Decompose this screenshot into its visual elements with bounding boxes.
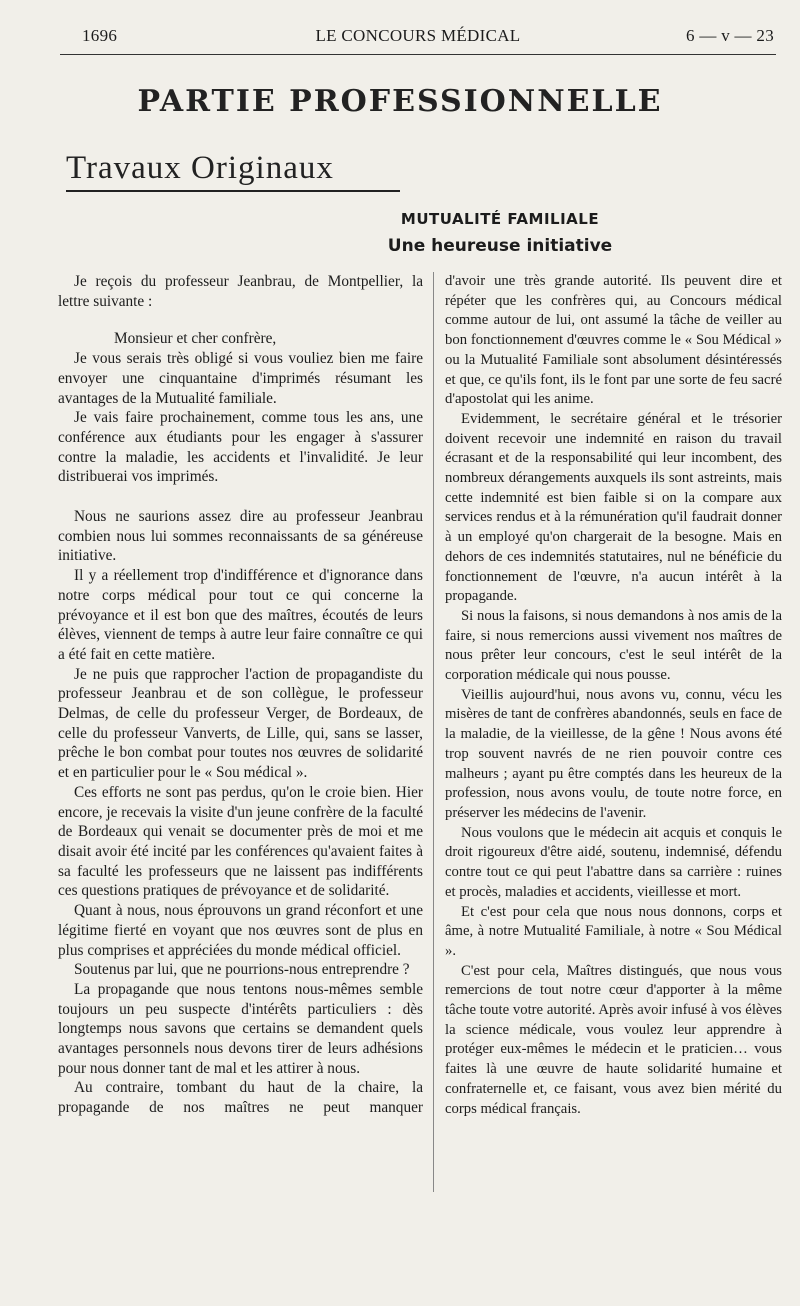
- paragraph: Je ne puis que rapprocher l'action de propagandiste du professeur Jeanbrau et de son collègue, le professeur Delmas, de celle du professeur Verger, de Bordeaux, de celle du professeur Vanverts, de Lille, qui, sans se lasser, prêche le bon combat pour toutes nos œuvres de solidarité et en particulier pour le « Sou médical ».: [58, 665, 423, 782]
- paragraph: Je vous serais très obligé si vous vouliez bien me faire envoyer une cinquantaine d'imprimés résumant les avantages de la Mutualité familiale.: [58, 350, 423, 407]
- running-header: [60, 26, 776, 50]
- paragraph: Je vais faire prochainement, comme tous les ans, une conférence aux étudiants pour les engager à s'assurer contre la maladie, les accidents et l'invalidité. Je leur distribuerai vos imprimés.: [58, 409, 423, 486]
- page-number: 1696: [82, 26, 118, 45]
- paragraph: Au contraire, tombant du haut de la chaire, la propagande de nos maîtres ne peut manquer: [58, 1079, 423, 1117]
- article-title: Une heureuse initiative: [387, 236, 613, 256]
- column-divider: [433, 272, 434, 1192]
- article-kicker: MUTUALITÉ FAMILIALE: [400, 210, 600, 228]
- journal-title: LE CONCOURS MÉDICAL: [315, 26, 521, 45]
- paragraph: Nous ne saurions assez dire au professeur Jeanbrau combien nous lui sommes reconnaissants de sa généreuse initiative.: [58, 508, 423, 565]
- header-rule: [60, 54, 776, 55]
- paragraph: Ces efforts ne sont pas perdus, qu'on le croie bien. Hier encore, je recevais la visite d'un jeune confrère de la faculté de Bordeaux qui venait se documenter près de moi et me disait avoir été incité par les conférences qu'avaient faites à sa faculté les professeurs que ne laissent pas indifférents ces questions pratiques de prévoyance et de solidarité.: [58, 783, 424, 900]
- rubric-underline: [66, 190, 400, 192]
- paragraph: Quant à nous, nous éprouvons un grand réconfort et une légitime fierté en voyant que nos œuvres sont de plus en plus comprises et appréciées du monde médical officiel.: [58, 902, 423, 959]
- paragraph: Nous voulons que le médecin ait acquis et conquis le droit rigoureux d'être aidé, soutenu, indemnisé, défendu contre tout ce qui peut l'abattre dans sa carrière : ruines et procès, maladies et accidents, vieillesse et mort.: [445, 824, 782, 900]
- paragraph: Soutenus par lui, que ne pourrions-nous entreprendre ?: [74, 961, 410, 979]
- paragraph: Evidemment, le secrétaire général et le trésorier doivent recevoir une indemnité en raison du travail écrasant et de la responsabilité qui leur incombent, des nombreux dérangements auxquels ils sont astreints, mais cette indemnité est bien faible si on la compare aux services rendus et à la rémunération qu'il faudrait donner à un employé qu'on chargerait de la besogne. Mais en dehors de ces indemnités statutaires, nul ne bénéficie du fonctionnement de l'œuvre, n'a aucun intérêt à la propagande.: [445, 410, 782, 605]
- rubric-title: Travaux Originaux: [66, 150, 334, 186]
- paragraph: Vieillis aujourd'hui, nous avons vu, connu, vécu les misères de tant de confrères abandonnés, seuls en face de la maladie, de la vieillesse, de la gêne ! Nous avons été trop souvent navrés de ne rien pouvoir contre ces malheurs ; ayant pu être comptés dans les heureux de la profession, nous avons voulu, de toute notre force, en préserver les médecins de l'avenir.: [445, 686, 782, 821]
- paragraph: Et c'est pour cela que nous nous donnons, corps et âme, à notre Mutualité Familiale, à notre « Sou Médical ».: [445, 903, 782, 959]
- paragraph: La propagande que nous tentons nous-mêmes semble toujours un peu suspecte d'intérêts particuliers : dès longtemps nous savons que certains se demandent quels avantages personnels nous devons tirer de leurs adhésions pour nous donner tant de mal et les attirer à nous.: [58, 980, 423, 1077]
- issue-date: 6 — v — 23: [686, 26, 774, 45]
- paragraph: Je reçois du professeur Jeanbrau, de Montpellier, la lettre suivante :: [58, 273, 423, 310]
- paragraph: C'est pour cela, Maîtres distingués, que nous vous remercions de tout notre cœur d'apporter à la même tâche toute votre autorité. Après avoir infusé à vos élèves la science médicale, vous voulez leur apprendre à protéger eux-mêmes le médecin et le praticien… vous faites là une œuvre de haute solidarité humaine et confraternelle et, ce faisant, vous avez bien mérité du corps médical français.: [445, 962, 782, 1117]
- paragraph: Si nous la faisons, si nous demandons à nos amis de la faire, si nous remercions aussi vivement nos maîtres de nous prêter leur concours, c'est le seul intérêt de la corporation médicale qui nous pousse.: [445, 607, 782, 684]
- section-title: PARTIE PROFESSIONNELLE: [137, 84, 663, 119]
- letter-salutation: Monsieur et cher confrère,: [114, 330, 277, 348]
- right-column: [445, 272, 782, 1119]
- left-column: [58, 272, 423, 1118]
- paragraph: Il y a réellement trop d'indifférence et d'ignorance dans notre corps médical pour tout ce qui concerne la prévoyance et il est bon que des maîtres, écoutés de leurs élèves, viennent de temps à autre leur faire connaître ce qui a été fait en cette matière.: [58, 567, 423, 663]
- paragraph: d'avoir une très grande autorité. Ils peuvent dire et répéter que les confrères qui, au Concours médical comme autour de lui, ont assumé la tâche de veiller au bon fonctionnement d'œuvres comme le « Sou Médical » ou la Mutualité Familiale sont absolument désintéressés et que, ce qu'ils font, ils le font par une sorte de feu sacré d'apostolat qui les anime.: [445, 273, 782, 408]
